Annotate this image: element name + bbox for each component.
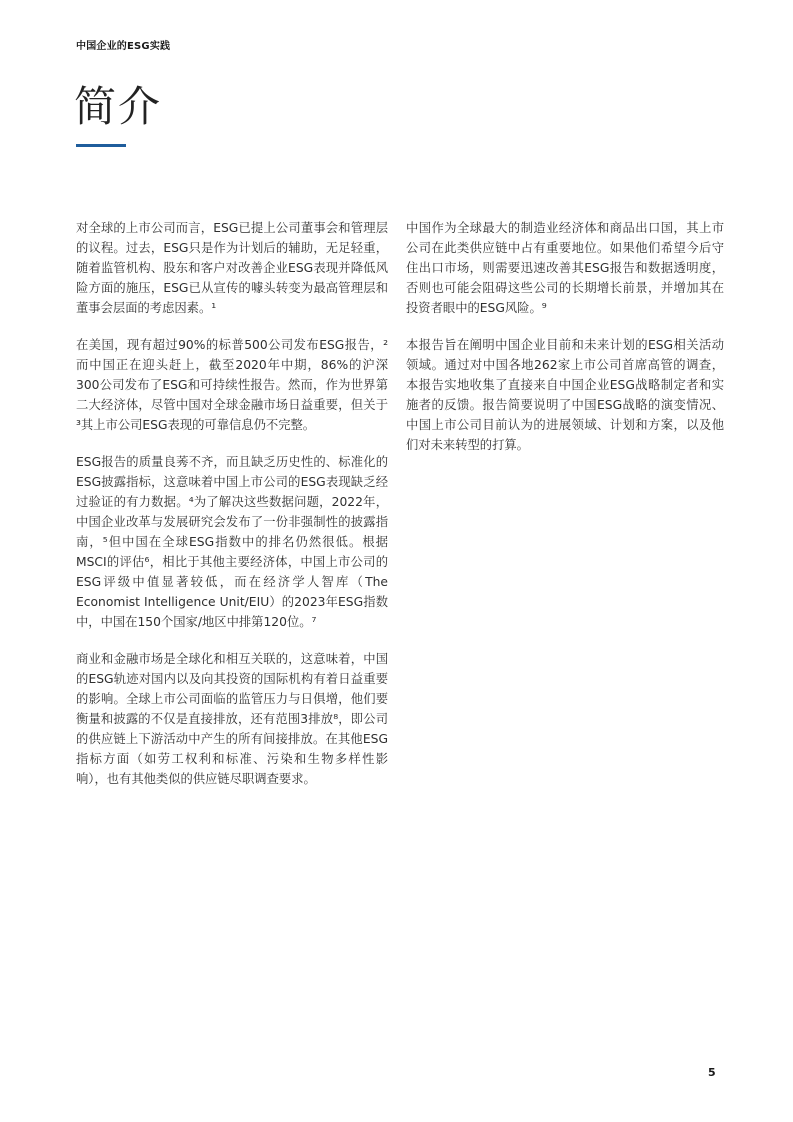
paragraph: 对全球的上市公司而言，ESG已提上公司董事会和管理层的议程。过去，ESG只是作为计划后的辅助，无足轻重，随着监管机构、股东和客户对改善企业ESG表现并降低风险方面的施压，ESG已从宣传的噱头转变为最高管理层和董事会层面的考虑因素。¹ — [76, 221, 388, 315]
paragraph: 商业和金融市场是全球化和相互关联的，这意味着，中国的ESG轨迹对国内以及向其投资的国际机构有着日益重要的影响。全球上市公司面临的监管压力与日俱增，他们要衡量和披露的不仅是直接排放，还有范围3排放⁸，即公司的供应链上下游活动中产生的所有间接排放。在其他ESG指标方面（如劳工权利和标准、污染和生物多样性影响），也有其他类似的供应链尽职调查要求。 — [76, 652, 388, 786]
paragraph: ESG报告的质量良莠不齐，而且缺乏历史性的、标准化的ESG披露指标，这意味着中国上市公司的ESG表现缺乏经过验证的有力数据。⁴为了解决这些数据问题，2022年，中国企业改革与发展研究会发布了一份非强制性的披露指南，⁵但中国在全球ESG指数中的排名仍然很低。根据MSCI的评估⁶，相比于其他主要经济体，中国上市公司的ESG评级中值显著较低，而在经济学人智库（The Economist Intelligence Unit/EIU）的2023年ESG指数中，中国在150个国家/地区中排第120位。⁷ — [76, 455, 388, 629]
running-header: 中国企业的ESG实践 — [76, 41, 171, 52]
paragraph: 在美国，现有超过90%的标普500公司发布ESG报告，²而中国正在迎头赶上，截至2020年中期，86%的沪深300公司发布了ESG和可持续性报告。然而，作为世界第二大经济体，尽管中国对全球金融市场日益重要，但关于³其上市公司ESG表现的可靠信息仍不完整。 — [76, 338, 388, 432]
left-column — [76, 218, 388, 806]
page-number: 5 — [708, 1066, 716, 1079]
paragraph: 本报告旨在阐明中国企业目前和未来计划的ESG相关活动领域。通过对中国各地262家上市公司首席高管的调查，本报告实地收集了直接来自中国企业ESG战略制定者和实施者的反馈。报告简要说明了中国ESG战略的演变情况、中国上市公司目前认为的进展领域、计划和方案，以及他们对未来转型的打算。 — [406, 338, 724, 452]
paragraph: 中国作为全球最大的制造业经济体和商品出口国，其上市公司在此类供应链中占有重要地位。如果他们希望今后守住出口市场，则需要迅速改善其ESG报告和数据透明度，否则也可能会阻碍这些公司的长期增长前景，并增加其在投资者眼中的ESG风险。⁹ — [406, 221, 724, 315]
right-column — [406, 218, 724, 472]
page-title: 简介 — [74, 82, 163, 131]
title-underline-rule — [76, 144, 126, 147]
